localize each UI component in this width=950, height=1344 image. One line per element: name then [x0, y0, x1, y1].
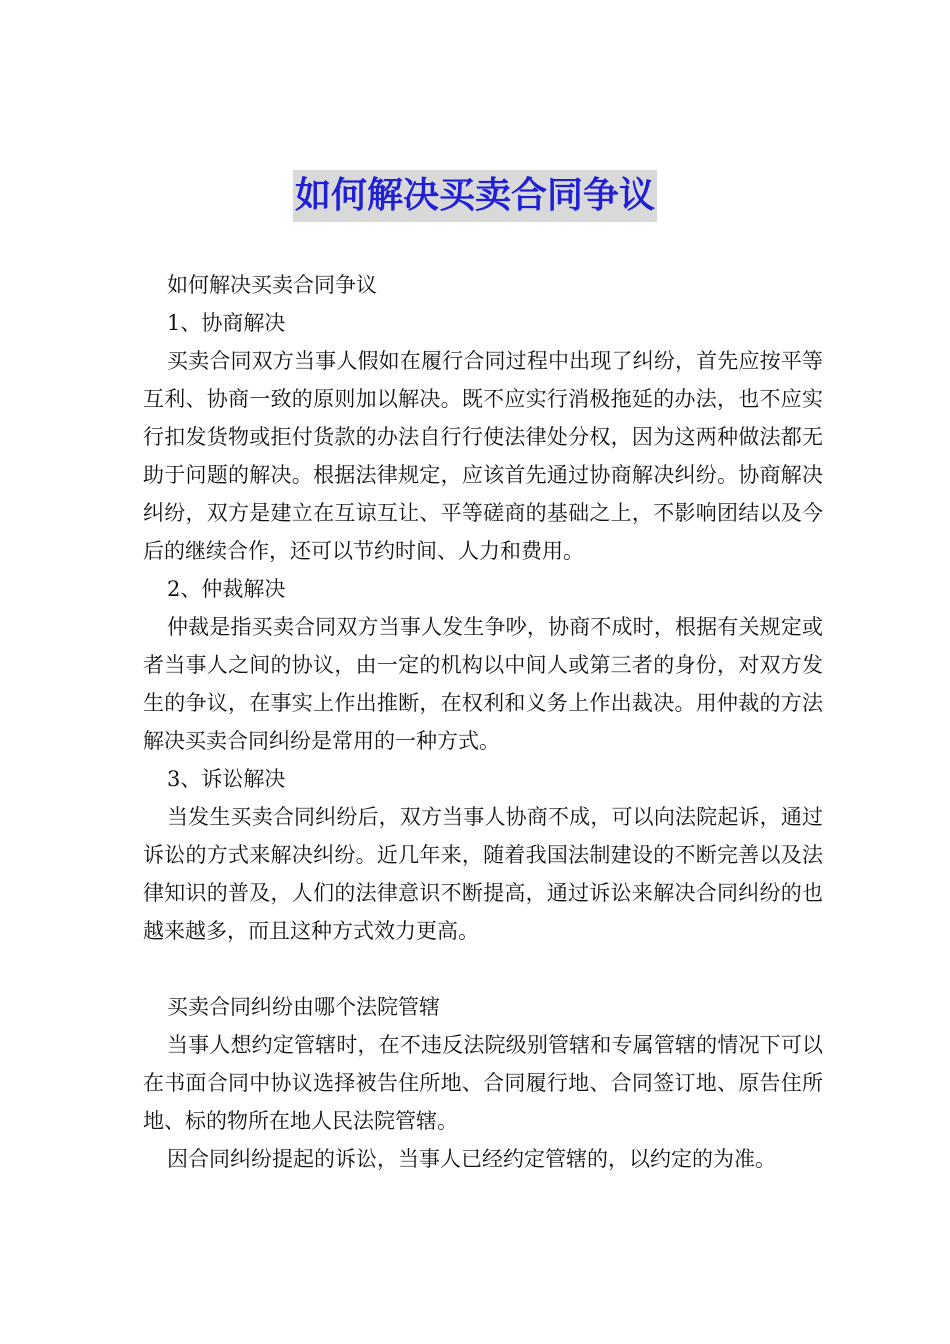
section-heading-negotiation: 1、协商解决 — [167, 311, 286, 335]
paragraph-heading-main: 如何解决买卖合同争议 — [167, 273, 377, 297]
title-container — [0, 170, 950, 222]
paragraph-gap — [143, 950, 823, 988]
document-title: 如何解决买卖合同争议 — [293, 170, 657, 222]
paragraph-jurisdiction-agreement: 当事人想约定管辖时，在不违反法院级别管辖和专属管辖的情况下可以在书面合同中协议选择被告住所地、合同履行地、合同签订地、原告住所地、标的物所在地人民法院管辖。 — [143, 1033, 823, 1133]
section-heading-arbitration: 2、仲裁解决 — [167, 577, 286, 601]
paragraph-litigation: 当发生买卖合同纠纷后，双方当事人协商不成，可以向法院起诉，通过诉讼的方式来解决纠纷。近几年来，随着我国法制建设的不断完善以及法律知识的普及，人们的法律意识不断提高，通过诉讼来解决合同纠纷的也越来越多，而且这种方式效力更高。 — [143, 805, 823, 943]
document-body — [143, 266, 823, 1178]
section-heading-litigation: 3、诉讼解决 — [167, 767, 286, 791]
paragraph-negotiation: 买卖合同双方当事人假如在履行合同过程中出现了纠纷，首先应按平等互利、协商一致的原则加以解决。既不应实行消极拖延的办法，也不应实行扣发货物或拒付货款的办法自行行使法律处分权，因为这两种做法都无助于问题的解决。根据法律规定，应该首先通过协商解决纠纷。协商解决纠纷，双方是建立在互谅互让、平等磋商的基础之上，不影响团结以及今后的继续合作，还可以节约时间、人力和费用。 — [143, 349, 823, 563]
paragraph-jurisdiction-rule: 因合同纠纷提起的诉讼，当事人已经约定管辖的，以约定的为准。 — [167, 1147, 776, 1171]
section-heading-jurisdiction: 买卖合同纠纷由哪个法院管辖 — [167, 995, 440, 1019]
paragraph-arbitration: 仲裁是指买卖合同双方当事人发生争吵，协商不成时，根据有关规定或者当事人之间的协议，由一定的机构以中间人或第三者的身份，对双方发生的争议，在事实上作出推断，在权利和义务上作出裁决。用仲裁的方法解决买卖合同纠纷是常用的一种方式。 — [143, 615, 823, 753]
